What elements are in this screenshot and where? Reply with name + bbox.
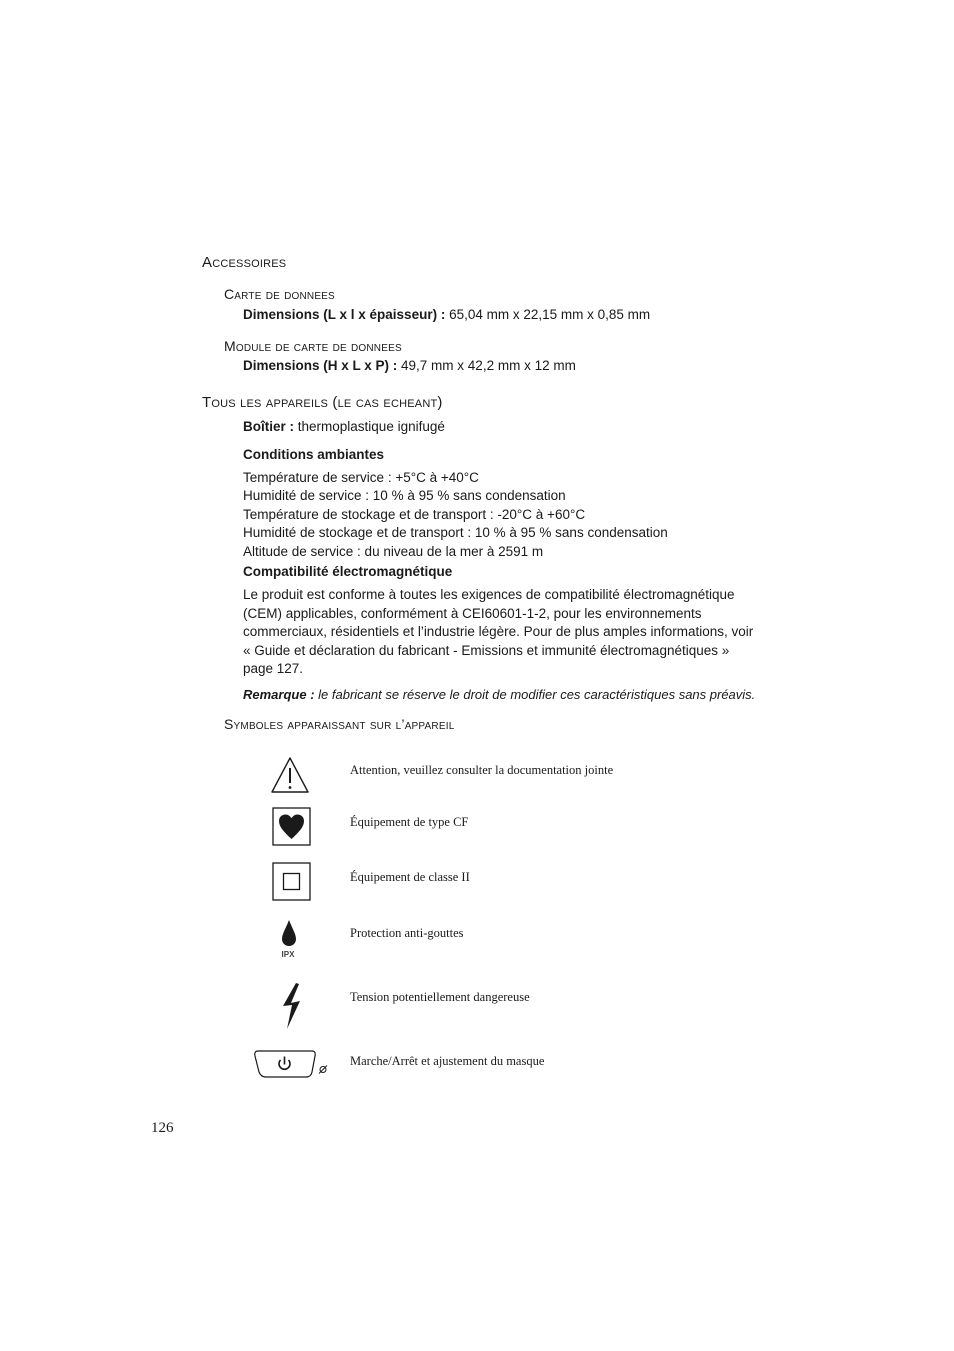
module-dimensions-label: Dimensions (H x L x P) :	[243, 358, 398, 373]
warning-triangle-icon	[270, 756, 310, 794]
remarque-label: Remarque :	[243, 687, 315, 702]
subsection-title-symboles: Symboles apparaissant sur l’appareil	[224, 716, 455, 732]
symbol-label-class-ii: Équipement de classe II	[350, 870, 470, 884]
symbol-label-dangerous-voltage: Tension potentiellement dangereuse	[350, 990, 530, 1004]
remarque-note	[243, 687, 755, 702]
cem-line: « Guide et déclaration du fabricant - Emissions et immunité électromagnétiques »	[243, 642, 730, 658]
boitier-label: Boîtier :	[243, 419, 295, 434]
condition-line: Température de service : +5°C à +40°C	[243, 470, 479, 485]
symbol-label-type-cf: Équipement de type CF	[350, 815, 469, 829]
cem-title: Compatibilité électromagnétique	[243, 564, 453, 579]
condition-line: Altitude de service : du niveau de la mer à 2591 m	[243, 544, 544, 559]
power-button-icon	[254, 1048, 332, 1080]
mask-adjust-icon	[319, 1066, 327, 1074]
boitier-value: thermoplastique ignifugé	[294, 419, 445, 434]
class-ii-square-icon	[272, 862, 312, 902]
boitier-line	[243, 419, 445, 434]
symbol-label-drip-proof: Protection anti-gouttes	[350, 926, 464, 940]
module-dimensions	[243, 358, 576, 373]
lightning-bolt-icon	[280, 982, 304, 1032]
carte-dimensions	[243, 307, 650, 322]
cem-line: Le produit est conforme à toutes les exigences de compatibilité électromagnétique	[243, 587, 735, 602]
remarque-text: le fabricant se réserve le droit de modifier ces caractéristiques sans préavis.	[314, 687, 756, 702]
subsection-title-carte: Carte de donnees	[224, 286, 335, 302]
drip-proof-ipx-icon	[274, 918, 304, 960]
carte-dimensions-value: 65,04 mm x 22,15 mm x 0,85 mm	[445, 307, 651, 322]
condition-line: Température de stockage et de transport : -20°C à +60°C	[243, 507, 586, 522]
symbol-label-warning: Attention, veuillez consulter la documentation jointe	[350, 763, 614, 777]
section-title-appareils: Tous les appareils (le cas echeant)	[202, 394, 443, 411]
cem-paragraph	[243, 586, 763, 679]
condition-line: Humidité de stockage et de transport : 10 % à 95 % sans condensation	[243, 525, 668, 540]
cem-line: commerciaux, résidentiels et l’industrie légère. Pour de plus amples informations, voir	[243, 624, 754, 639]
carte-dimensions-label: Dimensions (L x l x épaisseur) :	[243, 307, 446, 322]
heart-type-cf-icon	[272, 807, 312, 847]
ipx-marking: IPX	[281, 950, 295, 959]
symbol-label-power: Marche/Arrêt et ajustement du masque	[350, 1054, 545, 1068]
condition-line: Humidité de service : 10 % à 95 % sans condensation	[243, 488, 566, 503]
page-number: 126	[151, 1120, 174, 1136]
cem-line: page 127.	[243, 661, 304, 676]
module-dimensions-value: 49,7 mm x 42,2 mm x 12 mm	[397, 358, 576, 373]
subsection-title-module: Module de carte de donnees	[224, 338, 402, 354]
conditions-title: Conditions ambiantes	[243, 447, 385, 462]
cem-line: (CEM) applicables, conformément à CEI60601-1-2, pour les environnements	[243, 605, 702, 621]
section-title-accessoires: Accessoires	[202, 254, 287, 271]
